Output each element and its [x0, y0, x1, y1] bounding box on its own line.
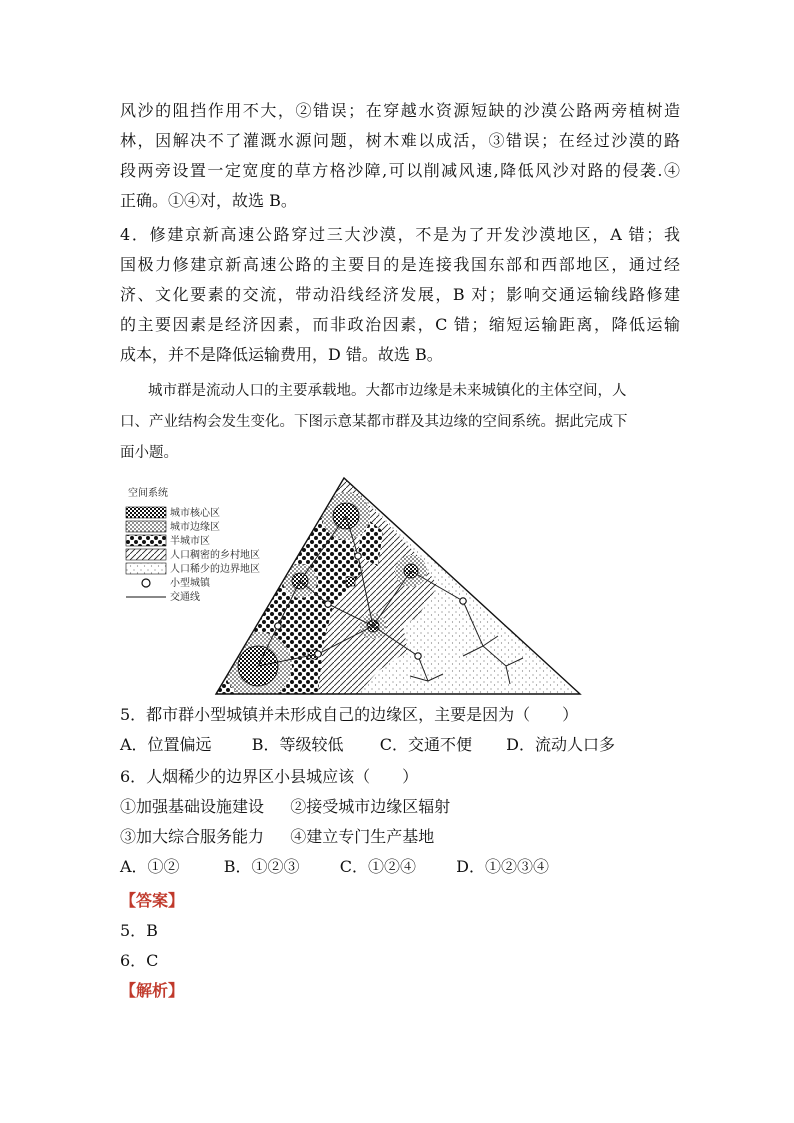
text-line: 城市群是流动人口的主要承载地。大都市边缘是未来城镇化的主体空间，人: [148, 383, 627, 399]
statement-row: [120, 792, 680, 822]
legend-swatch-sparse-border: [126, 563, 166, 574]
analysis-label: 【解析】: [120, 981, 185, 1000]
legend-title: 空间系统: [128, 488, 168, 499]
legend-swatch-semi: [126, 535, 166, 546]
legend-label: 交通线: [170, 592, 200, 603]
analysis-3-paragraph: [120, 96, 680, 216]
option-d: D．①②③④: [456, 857, 549, 876]
legend: [126, 486, 260, 603]
map-regions: [216, 478, 580, 698]
text-line: 口、产业结构会发生变化。下图示意某都市群及其边缘的空间系统。据此完成下: [120, 414, 628, 430]
answer-label: 【答案】: [120, 891, 185, 910]
question-options: [120, 730, 680, 760]
option-c: C．交通不便: [379, 735, 472, 754]
text-line: 成本，并不是降低运输费用，D 错。故选 B。: [120, 345, 443, 364]
question-6: [120, 762, 680, 882]
legend-label: 人口稀少的边界地区: [170, 564, 260, 575]
option-a: A．位置偏远: [120, 735, 212, 754]
option-b: B．①②③: [223, 857, 300, 876]
text-line: 林，因解决不了灌溉水源问题，树木难以成活，③错误；在经过沙漠的路: [120, 131, 680, 150]
text-line: 国极力修建京新高速公路的主要目的是连接我国东部和西部地区，通过经: [120, 255, 680, 274]
text-line: 面小题。: [120, 445, 178, 461]
option-a: A．①②: [120, 857, 180, 876]
legend-swatch-dense-rural: [126, 549, 166, 560]
legend-swatch-core: [126, 507, 166, 518]
statement-row: [120, 822, 680, 852]
statement: ④建立专门生产基地: [290, 827, 435, 846]
legend-label: 小型城镇: [170, 578, 210, 589]
legend-swatch-edge: [126, 521, 166, 532]
legend-label: 人口稠密的乡村地区: [170, 550, 260, 561]
answer-item: 5．B: [120, 921, 158, 940]
text-line: 4．修建京新高速公路穿过三大沙漠，不是为了开发沙漠地区，A 错；我: [120, 225, 680, 244]
question-options: [120, 852, 680, 882]
option-d: D．流动人口多: [506, 735, 615, 754]
statement: ①加强基础设施建设: [120, 797, 265, 816]
text-line: 济、文化要素的交流，带动沿线经济发展，B 对；影响交通运输线路修建: [120, 285, 680, 304]
question-5: [120, 700, 680, 760]
legend-label: 城市边缘区: [170, 522, 220, 533]
text-line: 正确。①④对，故选 B。: [120, 191, 297, 210]
spatial-system-figure: [118, 476, 584, 698]
answer-section: [120, 886, 680, 1006]
legend-swatch-town: [142, 579, 150, 587]
answer-item: 6．C: [120, 951, 159, 970]
statement: ③加大综合服务能力: [120, 827, 265, 846]
option-b: B．等级较低: [251, 735, 344, 754]
analysis-4-paragraph: [120, 220, 680, 370]
text-line: 风沙的阻挡作用不大，②错误；在穿越水资源短缺的沙漠公路两旁植树造: [120, 101, 680, 120]
text-line: 的主要因素是经济因素，而非政治因素，C 错；缩短运输距离，降低运输: [120, 315, 680, 334]
text-line: 段两旁设置一定宽度的草方格沙障,可以削减风速,降低风沙对路的侵袭.④: [120, 161, 680, 180]
intro-paragraph: [120, 376, 680, 469]
legend-label: 半城市区: [170, 536, 210, 547]
question-stem: 5．都市群小型城镇并未形成自己的边缘区，主要是因为（ ）: [120, 705, 579, 724]
question-stem: 6．人烟稀少的边界区小县城应该（ ）: [120, 767, 419, 786]
statement: ②接受城市边缘区辐射: [290, 797, 451, 816]
option-c: C．①②④: [339, 857, 416, 876]
legend-label: 城市核心区: [170, 508, 220, 519]
